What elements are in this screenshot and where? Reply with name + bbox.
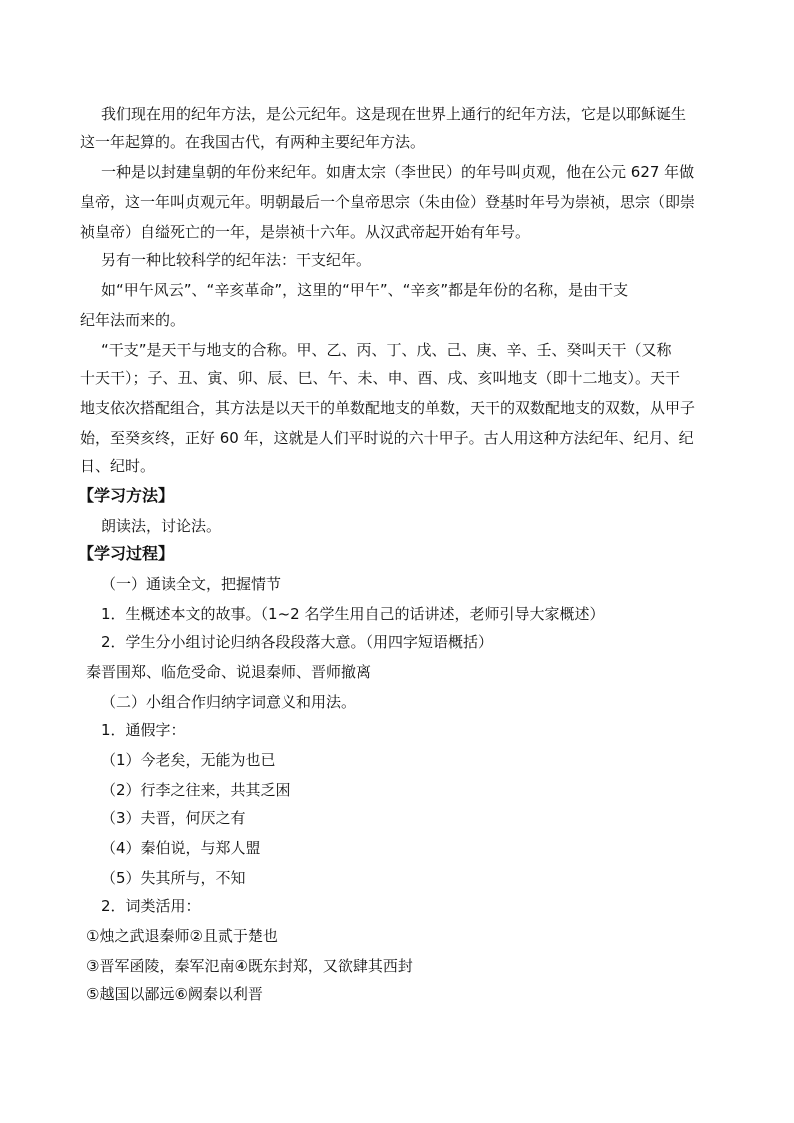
subsection-title: （一）通读全文，把握情节 [101, 575, 282, 593]
paragraph-line: 地支依次搭配组合，其方法是以天干的单数配地支的单数，天干的双数配地支的双数，从甲子 [80, 399, 696, 417]
paragraph-line: 始，至癸亥终，正好 60 年，这就是人们平时说的六十甲子。古人用这种方法纪年、纪月、纪 [80, 429, 694, 447]
list-item: ⑤越国以鄙远⑥阙秦以利晋 [86, 985, 263, 1003]
paragraph-line: 这一年起算的。在我国古代，有两种主要纪年方法。 [80, 133, 426, 151]
list-item: （3）夫晋，何厌之有 [101, 809, 246, 827]
paragraph-line: 皇帝，这一年叫贞观元年。明朝最后一个皇帝思宗（朱由俭）登基时年号为崇祯，思宗（即崇 [80, 193, 696, 211]
paragraph-line: 如“甲午风云”、“辛亥革命”，这里的“甲午”、“辛亥”都是年份的名称，是由干支 [101, 281, 629, 299]
list-item: （5）失其所与，不知 [101, 869, 246, 887]
list-title: 1．通假字： [101, 721, 186, 739]
paragraph-line: 另有一种比较科学的纪年法：干支纪年。 [101, 251, 372, 269]
list-item: （4）秦伯说，与郑人盟 [101, 839, 261, 857]
section-heading-method: 【学习方法】 [78, 486, 175, 505]
list-item: （1）今老矣，无能为也已 [101, 751, 276, 769]
list-item: 1．生概述本文的故事。（1~2 名学生用自己的话讲述，老师引导大家概述） [101, 605, 605, 623]
paragraph-line: 一种是以封建皇朝的年份来纪年。如唐太宗（李世民）的年号叫贞观，他在公元 627 年做 [101, 163, 695, 181]
paragraph-line: 十天干）；子、丑、寅、卯、辰、巳、午、未、申、酉、戌、亥叫地支（即十二地支）。天干 [80, 369, 681, 387]
paragraph-line: “干支”是天干与地支的合称。甲、乙、丙、丁、戊、己、庚、辛、壬、癸叫天干（又称 [101, 341, 672, 359]
list-item: （2）行李之往来，共其乏困 [101, 781, 291, 799]
subsection-title: （二）小组合作归纳字词意义和用法。 [101, 693, 357, 711]
list-item: ③晋军函陵，秦军氾南④既东封郑，又欲肆其西封 [86, 957, 413, 975]
method-text: 朗读法，讨论法。 [101, 517, 222, 535]
list-item: ①烛之武退秦师②且贰于楚也 [86, 927, 278, 945]
summary-text: 秦晋围郑、临危受命、说退秦师、晋师撤离 [86, 663, 372, 681]
paragraph-line: 日、纪时。 [80, 457, 156, 475]
section-heading-process: 【学习过程】 [78, 544, 175, 563]
paragraph-line: 我们现在用的纪年方法，是公元纪年。这是现在世界上通行的纪年方法，它是以耶稣诞生 [101, 105, 687, 123]
list-item: 2．学生分小组讨论归纳各段段落大意。（用四字短语概括） [101, 633, 494, 651]
paragraph-line: 祯皇帝）自缢死亡的一年，是崇祯十六年。从汉武帝起开始有年号。 [80, 223, 531, 241]
paragraph-line: 纪年法而来的。 [80, 311, 186, 329]
list-title: 2．词类活用： [101, 897, 201, 915]
